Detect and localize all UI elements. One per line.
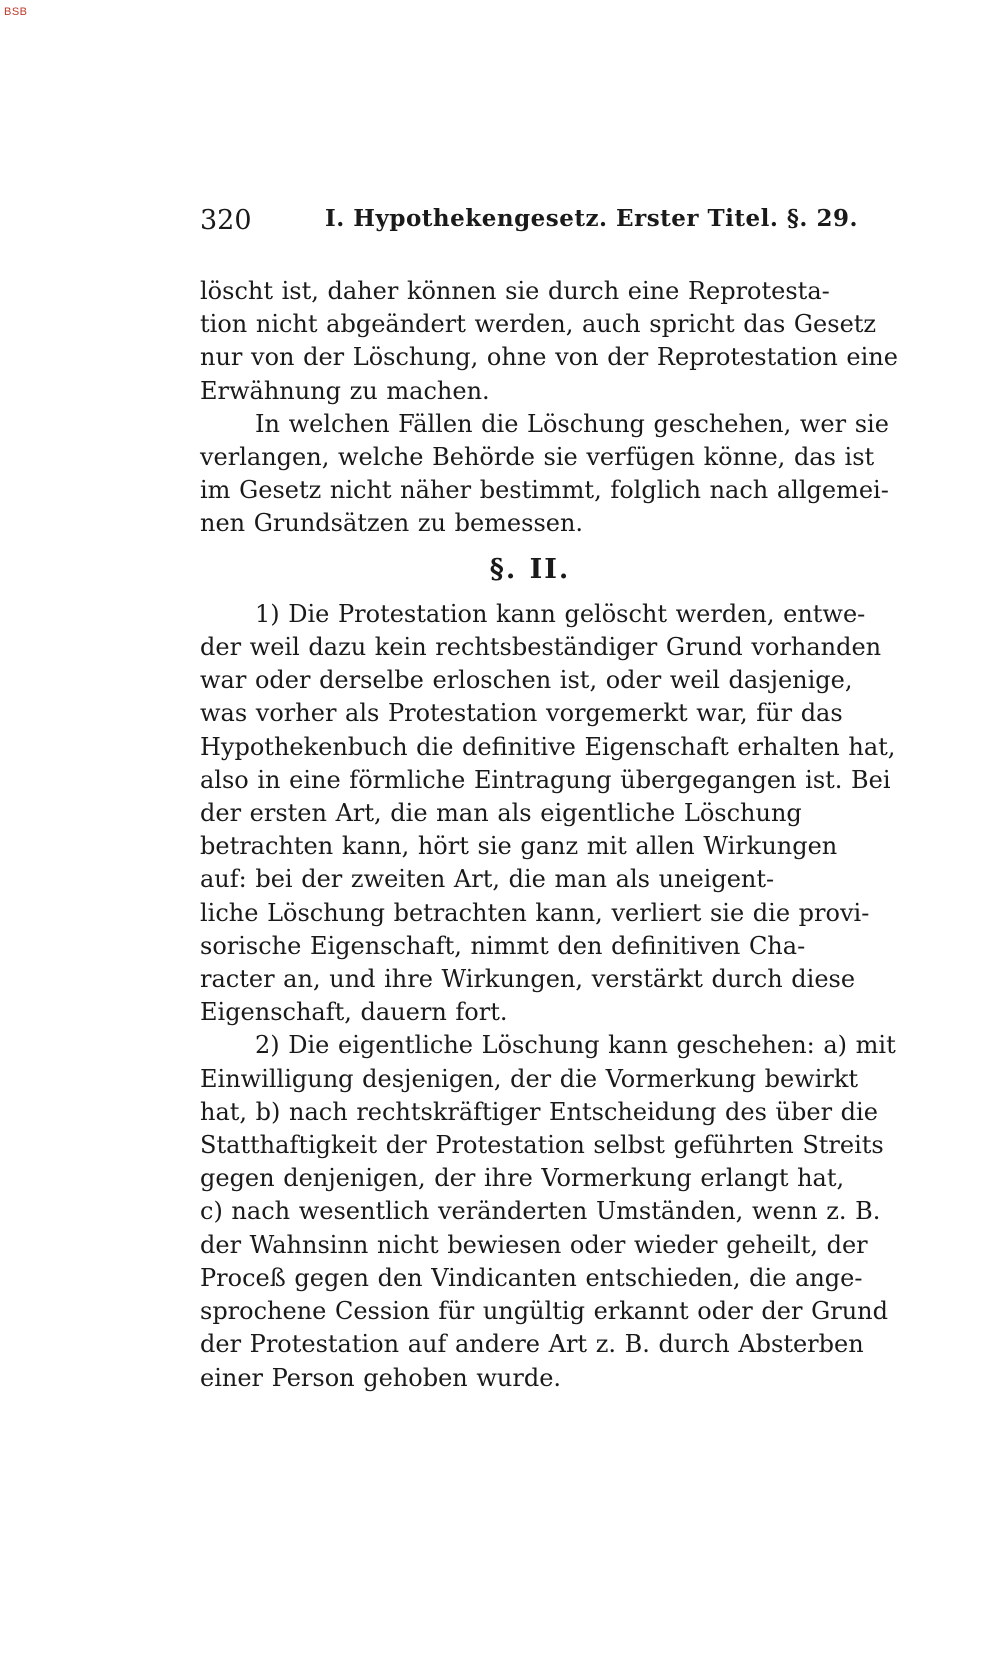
section-heading: §. II. — [489, 553, 571, 585]
text-line: sprochene Cession für ungültig erkannt oder der Grund — [200, 1297, 888, 1326]
text-line: löscht ist, daher können sie durch eine Reprotesta- — [200, 277, 830, 305]
text-line: 1) Die Protestation kann gelöscht werden, entwe- — [255, 599, 866, 628]
page-number: 320 — [200, 205, 252, 236]
running-head — [200, 205, 860, 239]
text-line: gegen denjenigen, der ihre Vormerkung erlangt hat, — [200, 1164, 845, 1193]
text-line: liche Löschung betrachten kann, verliert sie die provi- — [200, 898, 870, 927]
paragraph-continuation — [200, 275, 898, 408]
text-line: Eigenschaft, dauern fort. — [200, 998, 508, 1027]
text-line: Hypothekenbuch die definitive Eigenschaft erhalten hat, — [200, 732, 896, 761]
text-line: der weil dazu kein rechtsbeständiger Grund vorhanden — [200, 633, 882, 662]
text-line: Erwähnung zu machen. — [200, 376, 490, 405]
paragraph-deletion-cases — [200, 408, 889, 541]
text-line: der Protestation auf andere Art z. B. durch Absterben — [200, 1330, 864, 1359]
text-line: also in eine förmliche Eintragung übergegangen ist. Bei — [200, 765, 891, 794]
text-line: 2) Die eigentliche Löschung kann geschehen: a) mit — [255, 1031, 896, 1060]
paragraph-point-2 — [200, 1029, 896, 1394]
text-line: der Wahnsinn nicht bewiesen oder wieder geheilt, der — [200, 1230, 868, 1259]
text-line: der ersten Art, die man als eigentliche Löschung — [200, 799, 802, 828]
text-line: verlangen, welche Behörde sie verfügen könne, das ist — [200, 443, 875, 472]
text-line: nen Grundsätzen zu bemessen. — [200, 509, 584, 538]
text-line: was vorher als Protestation vorgemerkt war, für das — [200, 699, 843, 728]
paragraph-point-1 — [200, 598, 896, 1030]
text-line: nur von der Löschung, ohne von der Reprotestation eine — [200, 343, 898, 372]
book-page — [200, 205, 898, 1395]
body-text — [200, 275, 898, 1395]
text-line: racter an, und ihre Wirkungen, verstärkt durch diese — [200, 965, 856, 994]
text-line: war oder derselbe erloschen ist, oder weil dasjenige, — [200, 666, 853, 695]
text-line: Proceß gegen den Vindicanten entschieden, die ange- — [200, 1263, 863, 1292]
text-line: c) nach wesentlich veränderten Umständen, wenn z. B. — [200, 1197, 881, 1226]
text-line: einer Person gehoben wurde. — [200, 1363, 562, 1392]
text-line: In welchen Fällen die Löschung geschehen, wer sie — [255, 409, 889, 438]
text-line: auf: bei der zweiten Art, die man als uneigent- — [200, 865, 775, 894]
text-line: betrachten kann, hört sie ganz mit allen Wirkungen — [200, 832, 838, 861]
text-line: hat, b) nach rechtskräftiger Entscheidung des über die — [200, 1097, 878, 1126]
text-line: Einwilligung desjenigen, der die Vormerkung bewirkt — [200, 1064, 859, 1093]
text-line: tion nicht abgeändert werden, auch spricht das Gesetz — [200, 310, 877, 339]
text-line: im Gesetz nicht näher bestimmt, folglich nach allgemei- — [200, 476, 889, 505]
text-line: sorische Eigenschaft, nimmt den definitiven Cha- — [200, 931, 806, 960]
text-line: Statthaftigkeit der Protestation selbst geführten Streits — [200, 1131, 884, 1160]
running-title: I. Hypothekengesetz. Erster Titel. §. 29. — [325, 205, 858, 232]
library-watermark: BSB — [4, 6, 28, 18]
